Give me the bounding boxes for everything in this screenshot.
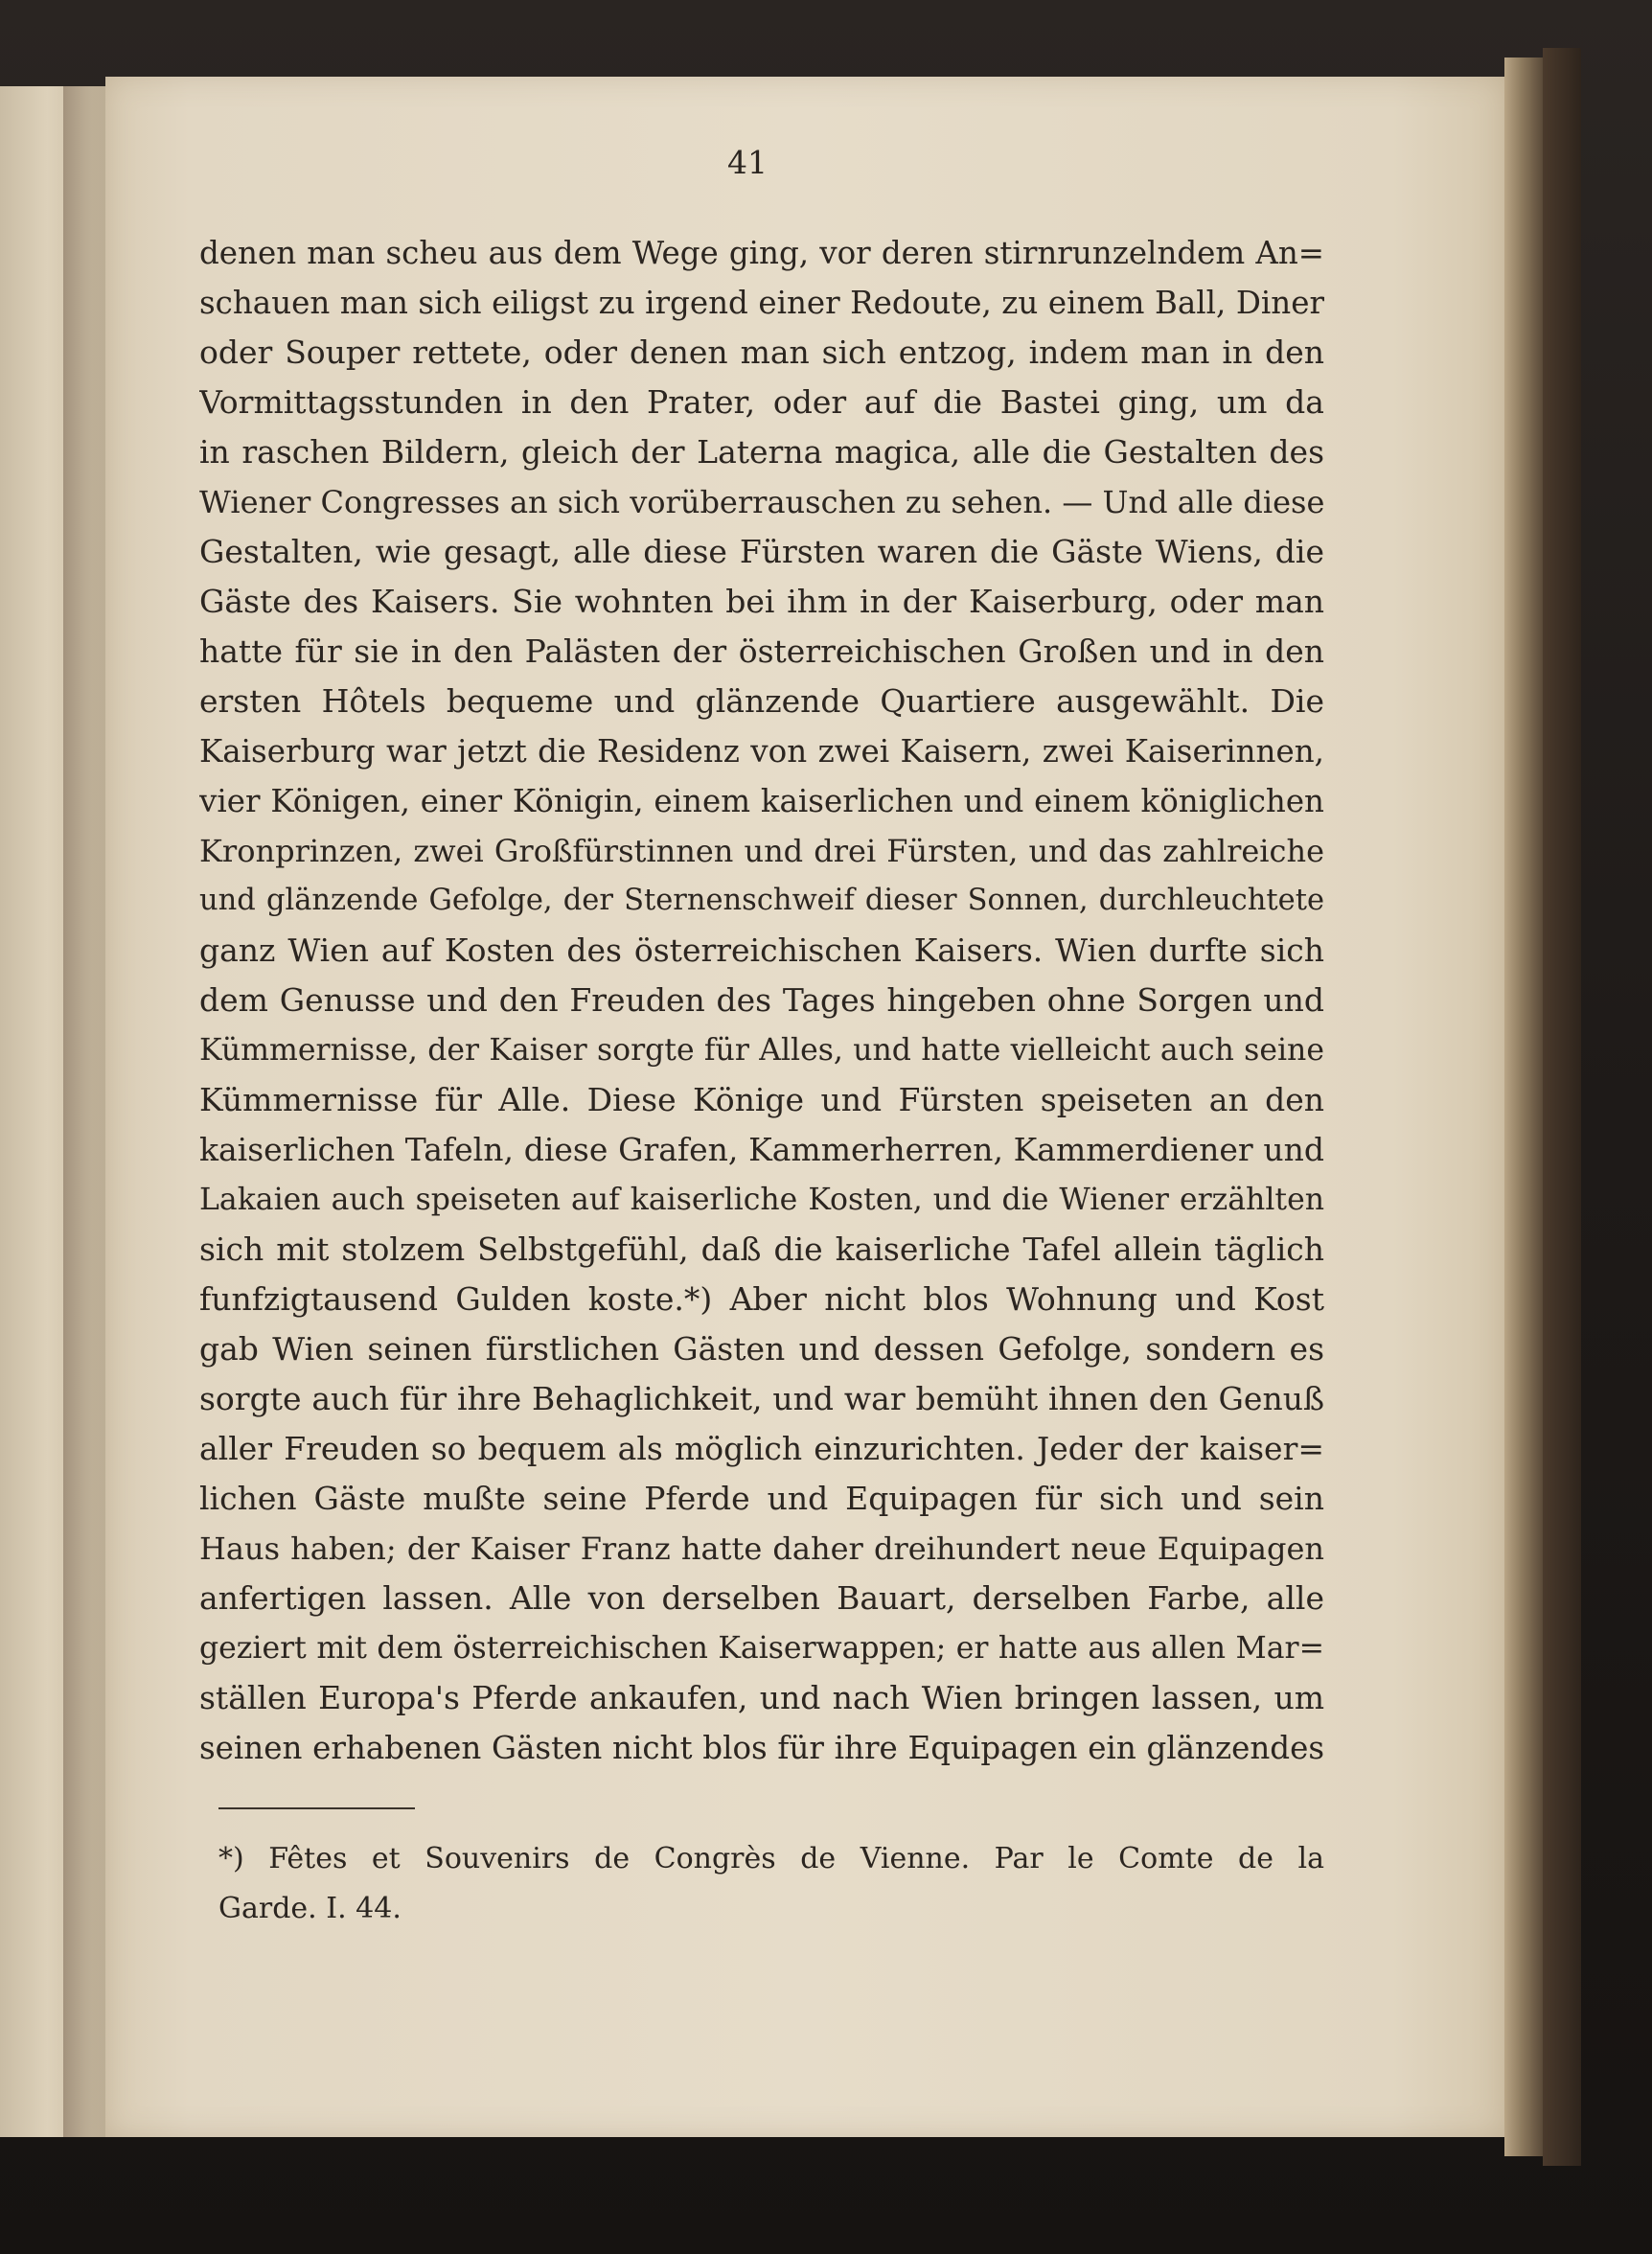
text-line: aller Freuden so bequem als möglich einzurichten. Jeder der kaiser=	[199, 1430, 1324, 1467]
text-line: dem Genusse und den Freuden des Tages hingeben ohne Sorgen und	[199, 981, 1324, 1019]
text-line: Gäste des Kaisers. Sie wohnten bei ihm in der Kaiserburg, oder man	[199, 583, 1324, 620]
text-line: Haus haben; der Kaiser Franz hatte daher dreihundert neue Equipagen	[199, 1530, 1324, 1567]
text-line: Kaiserburg war jetzt die Residenz von zwei Kaisern, zwei Kaiserinnen,	[199, 733, 1324, 770]
text-line: Wiener Congresses an sich vorüberrauschen zu sehen. — Und alle diese	[199, 484, 1324, 520]
text-line: sorgte auch für ihre Behaglichkeit, und war bemüht ihnen den Genuß	[199, 1380, 1324, 1417]
text-line: kaiserlichen Tafeln, diese Grafen, Kammerherren, Kammerdiener und	[199, 1131, 1324, 1168]
text-line: ersten Hôtels bequeme und glänzende Quartiere ausgewählt. Die	[199, 682, 1324, 720]
text-line: funfzigtausend Gulden koste.*) Aber nicht blos Wohnung und Kost	[199, 1280, 1324, 1318]
footnote-line: *) Fêtes et Souvenirs de Congrès de Vienne. Par le Comte de la	[218, 1842, 1324, 1875]
text-line: Vormittagsstunden in den Prater, oder auf die Bastei ging, um da	[199, 383, 1324, 421]
text-line: Lakaien auch speiseten auf kaiserliche Kosten, und die Wiener erzählten	[199, 1183, 1324, 1217]
text-line: hatte für sie in den Palästen der österreichischen Großen und in den	[199, 632, 1324, 670]
text-line: gab Wien seinen fürstlichen Gästen und dessen Gefolge, sondern es	[199, 1330, 1324, 1368]
text-line: seinen erhabenen Gästen nicht blos für ihre Equipagen ein glänzendes	[199, 1730, 1324, 1766]
text-line: lichen Gäste mußte seine Pferde und Equipagen für sich und sein	[199, 1480, 1324, 1517]
book-cover-edge	[1543, 48, 1581, 2166]
text-line: denen man scheu aus dem Wege ging, vor deren stirnrunzelndem An=	[199, 235, 1324, 271]
text-line: geziert mit dem österreichischen Kaiserwappen; er hatte aus allen Mar=	[199, 1631, 1324, 1666]
footnote-rule	[218, 1807, 415, 1809]
text-line: ganz Wien auf Kosten des österreichischen Kaisers. Wien durfte sich	[199, 932, 1324, 969]
text-line: Kümmernisse, der Kaiser sorgte für Alles, und hatte vielleicht auch seine	[199, 1033, 1324, 1068]
text-line: sich mit stolzem Selbstgefühl, daß die kaiserliche Tafel allein täglich	[199, 1230, 1324, 1268]
page-number: 41	[727, 144, 768, 181]
text-line: Kronprinzen, zwei Großfürstinnen und drei Fürsten, und das zahlreiche	[199, 833, 1324, 869]
text-line: oder Souper rettete, oder denen man sich entzog, indem man in den	[199, 334, 1324, 371]
footnote-line: Garde. I. 44.	[218, 1892, 402, 1925]
gutter-shadow	[63, 86, 111, 2137]
text-line: anfertigen lassen. Alle von derselben Bauart, derselben Farbe, alle	[199, 1579, 1324, 1617]
text-line: und glänzende Gefolge, der Sternenschweif dieser Sonnen, durchleuchtete	[199, 884, 1324, 917]
text-line: schauen man sich eiligst zu irgend einer Redoute, zu einem Ball, Diner	[199, 285, 1324, 321]
text-line: Kümmernisse für Alle. Diese Könige und Fürsten speiseten an den	[199, 1081, 1324, 1118]
text-line: ställen Europa's Pferde ankaufen, und nach Wien bringen lassen, um	[199, 1679, 1324, 1716]
text-line: Gestalten, wie gesagt, alle diese Fürsten waren die Gäste Wiens, die	[199, 533, 1324, 570]
body-text	[199, 228, 1324, 1773]
page-edges-right	[1504, 58, 1543, 2156]
text-line: in raschen Bildern, gleich der Laterna magica, alle die Gestalten des	[199, 433, 1324, 471]
text-line: vier Königen, einer Königin, einem kaiserlichen und einem königlichen	[199, 783, 1324, 819]
footnote	[218, 1834, 1324, 1934]
